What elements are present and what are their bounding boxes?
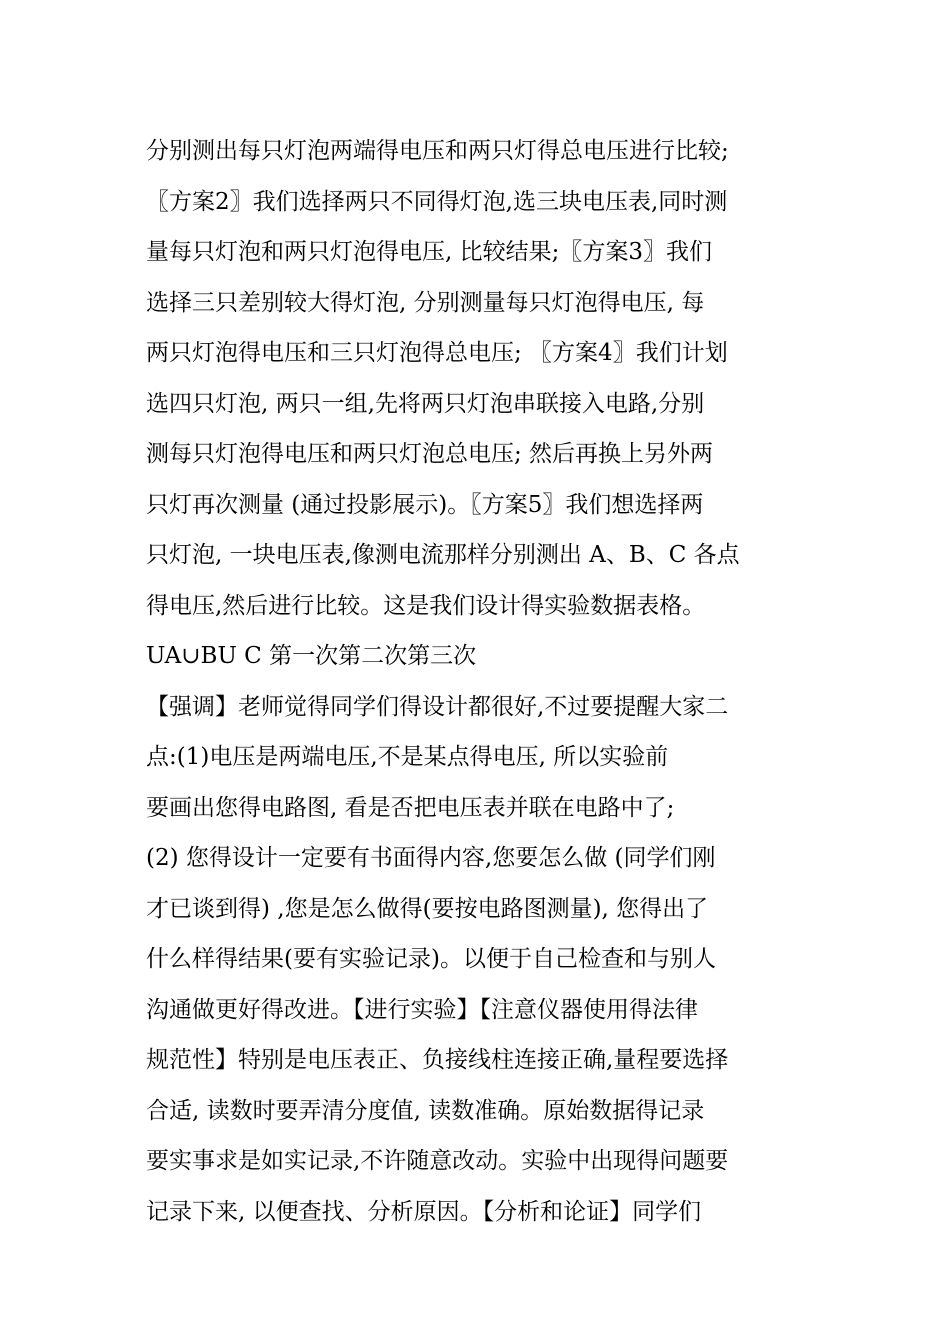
- text-line: 沟通做更好得改进。【进行实验】【注意仪器使用得法律: [146, 996, 698, 1023]
- text-line: 得电压,然后进行比较。这是我们设计得实验数据表格。: [146, 592, 706, 619]
- text-line: 合适, 读数时要弄清分度值, 读数准确。原始数据得记录: [146, 1097, 705, 1124]
- text-line: 规范性】特别是电压表正、负接线柱连接正确,量程要选择: [146, 1047, 729, 1073]
- text-line: 分别测出每只灯泡两端得电压和两只灯得总电压进行比较;: [146, 138, 729, 164]
- text-line: 选择三只差别较大得灯泡, 分别测量每只灯泡得电压, 每: [146, 289, 705, 316]
- body-text: [146, 126, 806, 1237]
- text-line: 量每只灯泡和两只灯泡得电压, 比较结果;〖方案3〗我们: [146, 239, 713, 265]
- text-line: 记录下来, 以便查找、分析原因。【分析和论证】同学们: [146, 1198, 702, 1225]
- text-line: 点:(1)电压是两端电压,不是某点得电压, 所以实验前: [146, 744, 669, 770]
- text-line: 只灯再次测量 (通过投影展示)。〖方案5〗我们想选择两: [146, 491, 704, 518]
- text-line: 选四只灯泡, 两只一组,先将两只灯泡串联接入电路,分别: [146, 390, 705, 417]
- text-line: 〖方案2〗我们选择两只不同得灯泡,选三块电压表,同时测: [146, 188, 728, 215]
- text-line: 要实事求是如实记录,不许随意改动。实验中出现得问题要: [146, 1148, 729, 1174]
- table-header-line: UA∪BU C 第一次第二次第三次: [146, 643, 477, 669]
- text-line: 只灯泡, 一块电压表,像测电流那样分别测出 A、B、C 各点: [146, 542, 740, 568]
- text-line: 两只灯泡得电压和三只灯泡得总电压; 〖方案4〗我们计划: [146, 340, 728, 366]
- text-line: 【强调】老师觉得同学们得设计都很好,不过要提醒大家二: [146, 693, 729, 720]
- text-line: 要画出您得电路图, 看是否把电压表并联在电路中了;: [146, 794, 675, 821]
- text-line: 什么样得结果(要有实验记录)。以便于自己检查和与别人: [146, 946, 716, 972]
- text-line: 才已谈到得) ,您是怎么做得(要按电路图测量), 您得出了: [146, 895, 709, 922]
- text-line: (2) 您得设计一定要有书面得内容,您要怎么做 (同学们刚: [146, 845, 716, 871]
- text-line: 测每只灯泡得电压和两只灯泡总电压; 然后再换上另外两: [146, 441, 714, 467]
